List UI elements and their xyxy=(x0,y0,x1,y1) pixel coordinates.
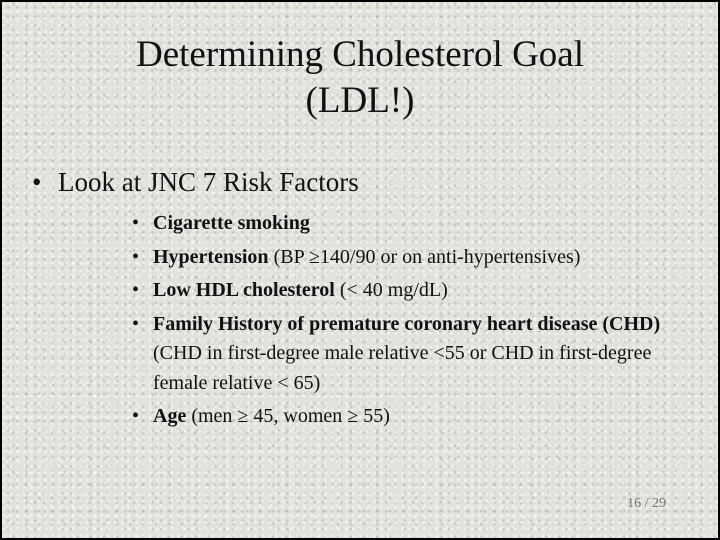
page-number xyxy=(627,496,666,512)
risk-factor-name: Low HDL cholesterol xyxy=(153,279,335,301)
bullet-icon: • xyxy=(132,312,140,335)
risk-factor-item xyxy=(132,310,672,399)
title-line-1: Determining Cholesterol Goal xyxy=(135,34,584,75)
risk-factor-list xyxy=(132,209,672,436)
risk-factor-detail: (CHD in first-degree male relative <55 or CHD in first-degree female relative < 65) xyxy=(153,342,652,394)
risk-factor-item xyxy=(132,209,672,239)
slide-title xyxy=(2,32,718,124)
bullet-icon: • xyxy=(132,279,140,301)
bullet-icon: • xyxy=(132,245,140,268)
bullet-icon: • xyxy=(32,167,42,197)
bullet-icon: • xyxy=(132,212,140,234)
risk-factor-item xyxy=(132,402,672,432)
risk-factor-name: Cigarette smoking xyxy=(153,212,310,234)
risk-factor-detail: (men ≥ 45, women ≥ 55) xyxy=(186,405,390,427)
bullet-icon: • xyxy=(132,405,140,427)
page-separator: / xyxy=(644,496,649,511)
risk-factor-detail: (< 40 mg/dL) xyxy=(334,279,448,301)
risk-factor-detail: (BP ≥140/90 or on anti-hypertensives) xyxy=(268,245,581,268)
slide xyxy=(2,2,718,538)
risk-factor-name: Family History of premature coronary heart disease (CHD) xyxy=(153,312,661,335)
title-line-2: (LDL!) xyxy=(305,80,415,121)
risk-factor-name: Age xyxy=(153,405,187,427)
risk-factor-item xyxy=(132,276,672,306)
risk-factor-item xyxy=(132,243,672,273)
main-bullet-text: Look at JNC 7 Risk Factors xyxy=(58,167,359,197)
page-current: 16 xyxy=(627,496,642,511)
page-total: 29 xyxy=(652,496,666,511)
main-bullet xyxy=(32,165,359,199)
risk-factor-name: Hypertension xyxy=(153,245,269,268)
